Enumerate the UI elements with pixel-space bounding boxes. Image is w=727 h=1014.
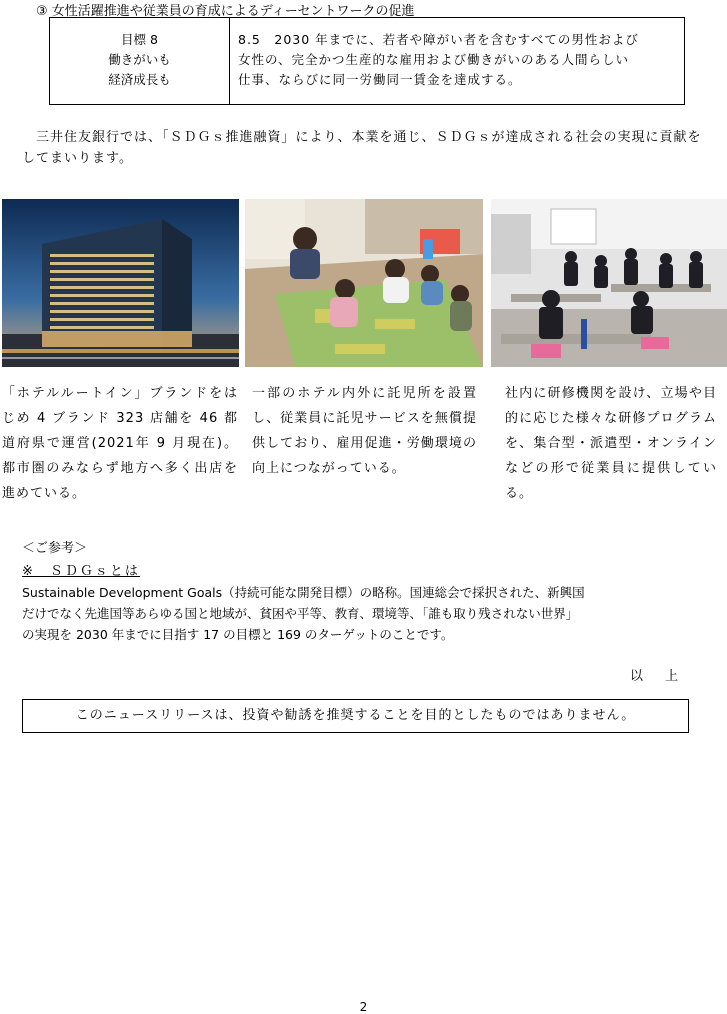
sdg-goal-table — [49, 17, 685, 105]
intro-paragraph: 三井住友銀行では、「ＳＤＧｓ推進融資」により、本業を通じ、ＳＤＧｓが達成される社会の実現に貢献をしてまいります。 — [22, 130, 702, 166]
goal-target-cell — [230, 18, 684, 104]
photo-caption: 一部のホテル内外に託児所を設置し、従業員に託児サービスを無償提供しており、雇用促進・労働環境の向上につながっている。 — [252, 386, 477, 476]
photo-caption: 「ホテルルートイン」ブランドをはじめ 4 ブランド 323 店舗を 46 都道府県で運営(2021年 9 月現在)。都市圏のみならず地方へ多く出店を進めている。 — [2, 386, 238, 501]
nursery-illustration — [245, 199, 483, 367]
reference-subtitle: ※ ＳＤＧｓとは — [22, 564, 140, 579]
goal-target-line: 仕事、ならびに同一労働同一賃金を達成する。 — [238, 72, 522, 87]
training-photo — [491, 199, 727, 367]
goal-label-cell — [50, 18, 230, 104]
goal-target-line: 8.5 2030 年までに、若者や障がい者を含むすべての男性および — [238, 32, 639, 47]
training-illustration — [491, 199, 727, 367]
goal-label-line: 目標 8 — [121, 32, 158, 47]
page-number: 2 — [359, 1000, 368, 1014]
disclaimer-box: このニュースリリースは、投資や勧誘を推奨することを目的としたものではありません。 — [22, 699, 689, 733]
hotel-photo — [2, 199, 239, 367]
photo-caption: 社内に研修機関を設け、立場や目的に応じた様々な研修プログラムを、集合型・派遣型・オンラインなどの形で従業員に提供している。 — [505, 386, 717, 501]
goal-label-line: 働きがいも — [108, 52, 171, 67]
hotel-illustration — [2, 199, 239, 367]
section-heading: ③ 女性活躍推進や従業員の育成によるディーセントワークの促進 — [36, 4, 415, 19]
reference-title: ＜ご参考＞ — [22, 541, 88, 556]
reference-body — [22, 582, 692, 645]
goal-target-line: 女性の、完全かつ生産的な雇用および働きがいのある人間らしい — [238, 52, 630, 67]
nursery-photo — [245, 199, 483, 367]
reference-line: だけでなく先進国等あらゆる国と地域が、貧困や平等、教育、環境等、「誰も取り残されない世界」 — [22, 606, 579, 621]
reference-line: Sustainable Development Goals（持続可能な開発目標）の略称。国連総会で採択された、新興国 — [22, 585, 585, 600]
closing-mark: 以上 — [630, 669, 701, 684]
goal-label-line: 経済成長も — [108, 72, 171, 87]
reference-line: の実現を 2030 年までに目指す 17 の目標と 169 のターゲットのことです。 — [22, 627, 454, 642]
